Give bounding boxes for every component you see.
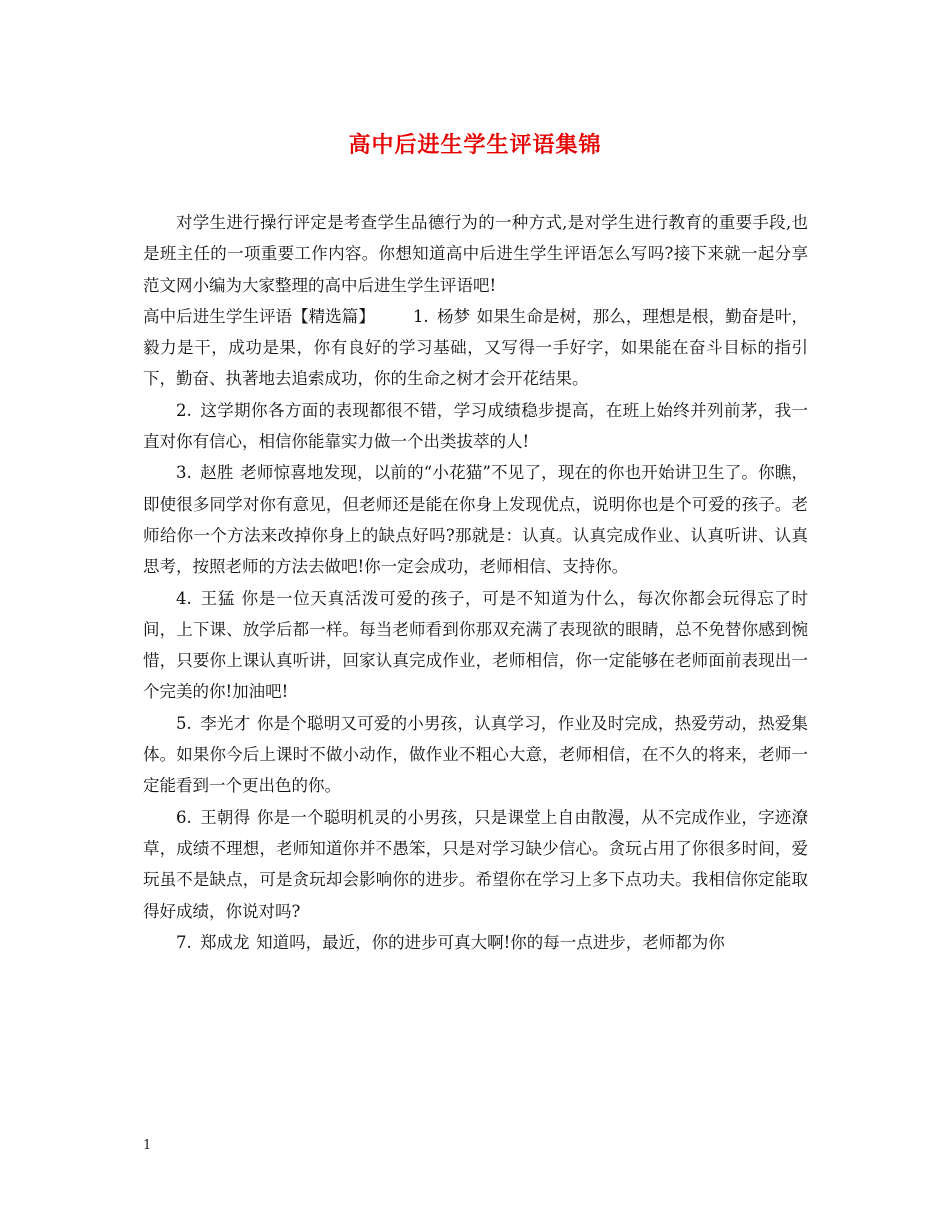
document-body [143,207,808,958]
item-text: 你是一位天真活泼可爱的孩子，可是不知道为什么，每次你都会玩得忘了时间，上下课、放学后都一样。每当老师看到你那双充满了表现欲的眼睛，总不免替你感到惋惜，只要你上课认真听讲，回家认真完成作业，老师相信，你一定能够在老师面前表现出一个完美的你!加油吧! [143,588,809,702]
comment-item-5 [143,708,808,802]
item-number: 7. [176,932,192,952]
student-name: 杨梦 [436,306,471,326]
student-name: 郑成龙 [200,932,250,952]
comment-item-3 [143,457,808,582]
item-number: 1. [412,306,429,326]
comment-item-1 [143,301,808,395]
item-text: 你是个聪明又可爱的小男孩，认真学习，作业及时完成，热爱劳动，热爱集体。如果你今后上课时不做小动作，做作业不粗心大意，老师相信，在不久的将来，老师一定能看到一个更出色的你。 [143,713,809,796]
item-number: 5. [176,713,192,733]
intro-paragraph: 对学生进行操行评定是考查学生品德行为的一种方式,是对学生进行教育的重要手段,也是班主任的一项重要工作内容。你想知道高中后进生学生评语怎么写吗?接下来就一起分享范文网小编为大家整理的高中后进生学生评语吧! [143,213,808,295]
item-text: 这学期你各方面的表现都很不错，学习成绩稳步提高，在班上始终并列前茅，我一直对你有信心，相信你能靠实力做一个出类拔萃的人! [143,400,808,452]
item-text: 知道吗，最近，你的进步可真大啊!你的每一点进步，老师都为你 [256,932,725,952]
item-number: 4. [176,588,192,608]
student-name: 李光才 [200,713,251,733]
item-text: 如果生命是树，那么，理想是根，勤奋是叶，毅力是干，成功是果，你有良好的学习基础，又写得一手好字，如果能在奋斗目标的指引下，勤奋、执著地去追索成功，你的生命之树才会开花结果。 [143,306,809,389]
item-number: 2. [176,400,192,420]
comment-item-6 [143,802,808,927]
item-text: 老师惊喜地发现，以前的“小花猫”不见了，现在的你也开始讲卫生了。你瞧，即使很多同学对你有意见，但老师还是能在你身上发现优点，说明你也是个可爱的孩子。老师给你一个方法来改掉你身上的缺点好吗?那就是：认真。认真完成作业、认真听讲、认真思考，按照老师的方法去做吧!你一定会成功，老师相信、支持你。 [143,463,809,577]
section-heading: 高中后进生学生评语【精选篇】 [143,306,375,326]
item-text: 你是一个聪明机灵的小男孩，只是课堂上自由散漫，从不完成作业，字迹潦草，成绩不理想，老师知道你并不愚笨，只是对学习缺少信心。贪玩占用了你很多时间，爱玩虽不是缺点，可是贪玩却会影响你的进步。希望你在学习上多下点功夫。我相信你定能取得好成绩，你说对吗? [143,807,809,921]
student-name: 赵胜 [200,463,234,483]
item-number: 6. [176,807,192,827]
page-number: 1 [143,1138,152,1153]
document-title: 高中后进生学生评语集锦 [348,132,602,158]
item-number: 3. [176,463,192,483]
comment-item-4 [143,583,808,708]
comment-item-2 [143,395,808,458]
student-name: 王猛 [200,588,236,608]
comment-item-7 [143,927,808,958]
student-name: 王朝得 [200,807,251,827]
